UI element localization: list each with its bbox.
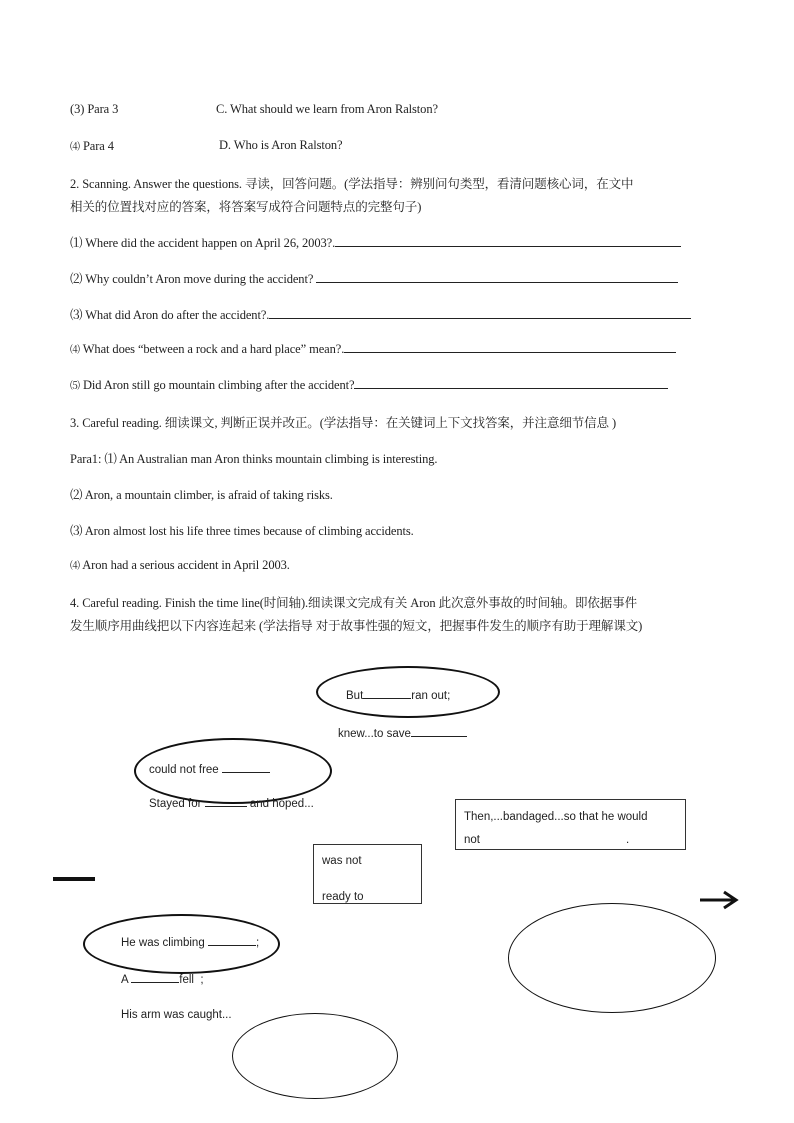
matching-para: Para 3 <box>87 102 119 116</box>
para-label: Para1: <box>70 452 102 466</box>
event-stayed: Stayed for and hoped... <box>149 798 314 810</box>
question-num: ⑵ <box>70 272 83 286</box>
event-bandaged-line1: Then,...bandaged...so that he would <box>464 811 648 823</box>
event-blank[interactable] <box>363 688 411 699</box>
scanning-heading-line2: 相关的位置找对应的答案，将答案写成符合问题特点的完整句子) <box>70 200 422 214</box>
matching-para: Para 4 <box>82 139 114 153</box>
question-num: ⑸ <box>70 381 80 392</box>
empty-oval-answer[interactable] <box>508 903 716 1013</box>
question-num: ⑷ <box>70 345 80 356</box>
question-text: Did Aron still go mountain climbing after the accident? <box>82 378 355 392</box>
answer-blank[interactable] <box>344 342 676 353</box>
matching-row-4 <box>70 138 114 154</box>
box-was-not-ready <box>313 844 422 904</box>
matching-row-3 <box>70 102 118 117</box>
answer-blank[interactable] <box>316 272 678 283</box>
event-blank[interactable] <box>205 796 247 807</box>
statement-4 <box>70 557 290 573</box>
question-text: What does “between a rock and a hard place” mean?. <box>82 342 345 356</box>
scanning-question-4 <box>70 341 676 357</box>
answer-blank[interactable] <box>354 378 668 389</box>
matching-question-c: C. What should we learn from Aron Ralston? <box>216 102 438 116</box>
event-could-not-free: could not free <box>149 762 270 776</box>
timeline-arrow-icon <box>698 888 740 912</box>
question-text: Why couldn’t Aron move during the accident? <box>85 272 314 286</box>
event-blank[interactable] <box>131 972 179 983</box>
answer-blank[interactable] <box>269 308 691 319</box>
statement-1 <box>70 449 437 467</box>
timeline-start-mark <box>53 877 95 881</box>
event-ready-to: ready to <box>322 891 364 903</box>
question-text: What did Aron do after the accident?. <box>85 308 270 322</box>
event-ran-out: But ran out; <box>346 690 451 702</box>
question-text: Where did the accident happen on April 26, 2003?. <box>85 236 336 250</box>
statement-text: An Australian man Aron thinks mountain climbing is interesting. <box>119 452 438 466</box>
event-blank[interactable] <box>222 762 270 773</box>
scanning-heading-line1: 2. Scanning. Answer the questions. 寻读，回答问题。(学法指导：辨别问句类型，看清问题核心词，在文中 <box>70 177 634 191</box>
statement-num: ⑷ <box>70 561 80 572</box>
statement-num: ⑴ <box>104 452 117 466</box>
timeline-heading-line2: 发生顺序用曲线把以下内容连起来 (学法指导 对于故事性强的短文，把握事件发生的顺序有助于理解课文) <box>70 619 643 633</box>
event-bandaged-line2: not . <box>464 834 630 846</box>
event-arm-caught: His arm was caught... <box>121 1009 232 1021</box>
event-fell: A fell ; <box>121 974 204 986</box>
question-num: ⑴ <box>70 236 83 250</box>
event-climbing: He was climbing ; <box>121 937 260 949</box>
matching-num: ⑷ <box>70 142 80 153</box>
statement-3 <box>70 521 414 539</box>
matching-question-d: D. Who is Aron Ralston? <box>219 138 343 152</box>
event-blank[interactable] <box>208 935 256 946</box>
empty-oval-answer[interactable] <box>232 1013 398 1099</box>
event-blank[interactable] <box>411 726 467 737</box>
timeline-heading-line1: 4. Careful reading. Finish the time line(时间轴).细读课文完成有关 Aron 此次意外事故的时间轴。即依据事件 <box>70 596 637 610</box>
statement-text: Aron had a serious accident in April 2003. <box>82 558 290 572</box>
careful-reading-heading: 3. Careful reading. 细读课文, 判断正误并改正。(学法指导：在关键词上下文找答案，并注意细节信息 ) <box>70 416 617 430</box>
answer-blank[interactable] <box>335 236 681 247</box>
statement-text: Aron almost lost his life three times because of climbing accidents. <box>84 524 414 538</box>
scanning-question-3 <box>70 305 691 323</box>
scanning-question-2 <box>70 269 678 287</box>
matching-num: (3) <box>70 102 85 116</box>
scanning-question-5 <box>70 377 668 393</box>
event-was-not: was not <box>322 855 362 867</box>
question-num: ⑶ <box>70 308 83 322</box>
statement-num: ⑶ <box>70 524 83 538</box>
scanning-question-1 <box>70 233 681 251</box>
event-knew-to-save: knew...to save <box>338 726 467 740</box>
statement-text: Aron, a mountain climber, is afraid of taking risks. <box>84 488 333 502</box>
statement-2 <box>70 485 333 503</box>
statement-num: ⑵ <box>70 488 83 502</box>
